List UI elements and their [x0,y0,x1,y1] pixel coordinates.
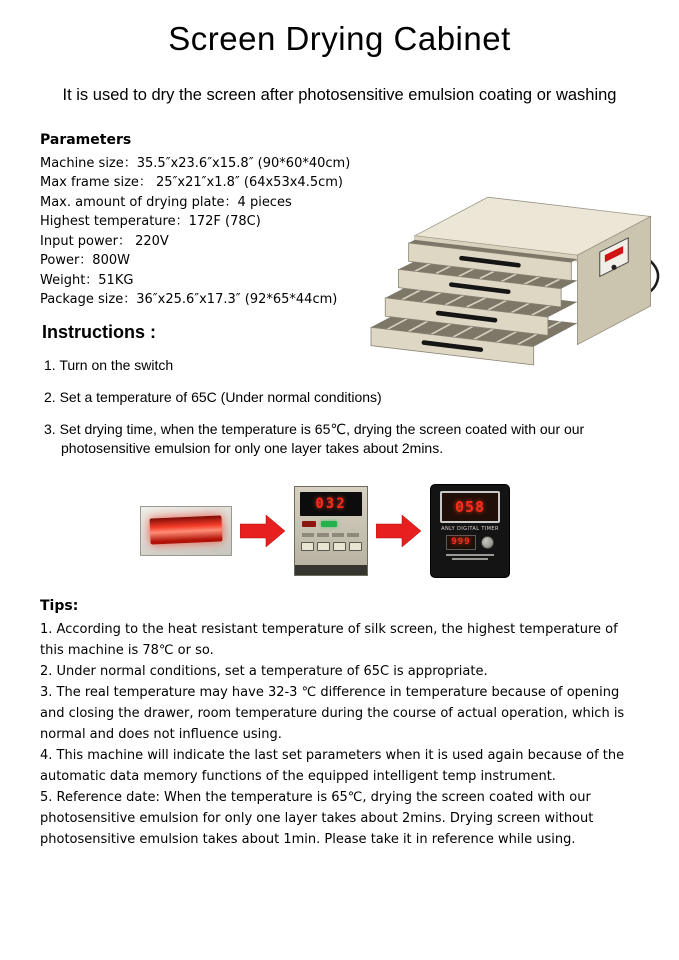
tip-item: 4. This machine will indicate the last set parameters when it is used again because of the automatic data memory functions of the equipped intelligent temp instrument. [40,747,625,784]
page-subtitle: It is used to dry the screen after photosensitive emulsion coating or washing [62,86,617,104]
instructions-heading: Instructions : [42,321,157,342]
parameter-row: Power：800W [40,253,130,268]
tip-item: 1. According to the heat resistant temperature of silk screen, the highest temperature of this machine is 78℃ or so. [40,621,618,658]
controller-indicators [300,519,362,530]
tip-item: 5. Reference date: When the temperature is 65℃, drying the screen coated with our photosensitive emulsion for only one layer takes about 2mins. Drying screen without photosensitive emulsion takes about 1min. Please take it in reference while using. [40,789,594,847]
parameters-heading: Parameters [40,132,132,148]
instruction-item: 3. Set drying time, when the temperature is 65℃, drying the screen coated with our our photosensitive emulsion for only one layer takes about 2mins. [44,420,585,456]
red-indicator [302,521,316,527]
parameter-row: Highest temperature：172F (78C) [40,214,261,229]
control-figures-row [140,484,679,578]
temperature-display [300,492,362,516]
tips-heading: Tips: [40,597,79,614]
timer-caption: ANLY DIGITAL TIMER [441,525,499,532]
timer-reading: 058 [454,497,486,516]
parameter-row: Max. amount of drying plate：4 pieces [40,194,292,210]
green-indicator [321,521,337,527]
instruction-item: 1. Turn on the switch [44,356,174,373]
controller-buttons [300,542,362,551]
tip-item: 2. Under normal conditions, set a temperature of 65C is appropriate. [40,663,488,679]
heating-indicator-figure [140,506,232,556]
controller-button [301,542,314,551]
flow-arrow-icon [376,512,422,550]
timer-label-lines [446,554,494,560]
parameter-row: Package size：36″x25.6″x17.3″ (92*65*44cm) [40,292,338,307]
controller-button [317,542,330,551]
tips-section [40,596,641,850]
product-photo-drying-cabinet [370,176,675,381]
instruction-item: 2. Set a temperature of 65C (Under normal conditions) [44,388,382,405]
controller-base [295,565,367,575]
timer-preset-row [446,535,494,550]
parameter-row: Max frame size： 25″x21″x1.8″ (64x53x4.5cm) [40,175,343,190]
red-glow-display [149,515,222,544]
temperature-reading: 032 [315,495,347,512]
tip-item: 3. The real temperature may have 32-3 ℃ difference in temperature because of opening and closing the drawer, room temperature during the course of actual operation, which is normal and does not influence using. [40,684,625,742]
flow-arrow-icon [240,512,286,550]
temperature-controller-figure [294,486,368,576]
parameter-row: Input power： 220V [40,233,169,249]
timer-preset-display: 999 [446,535,476,550]
parameters-section [40,131,388,310]
parameter-row: Weight：51KG [40,272,134,288]
controller-button [333,542,346,551]
drying-cabinet-illustration [370,176,675,381]
digital-timer-figure [430,484,510,578]
timer-display [440,491,500,523]
timer-knob [481,536,494,549]
controller-labels [300,533,362,537]
parameter-row: Machine size：35.5″x23.6″x15.8″ (90*60*40cm) [40,155,351,171]
controller-button [349,542,362,551]
page-title: Screen Drying Cabinet [168,20,511,57]
